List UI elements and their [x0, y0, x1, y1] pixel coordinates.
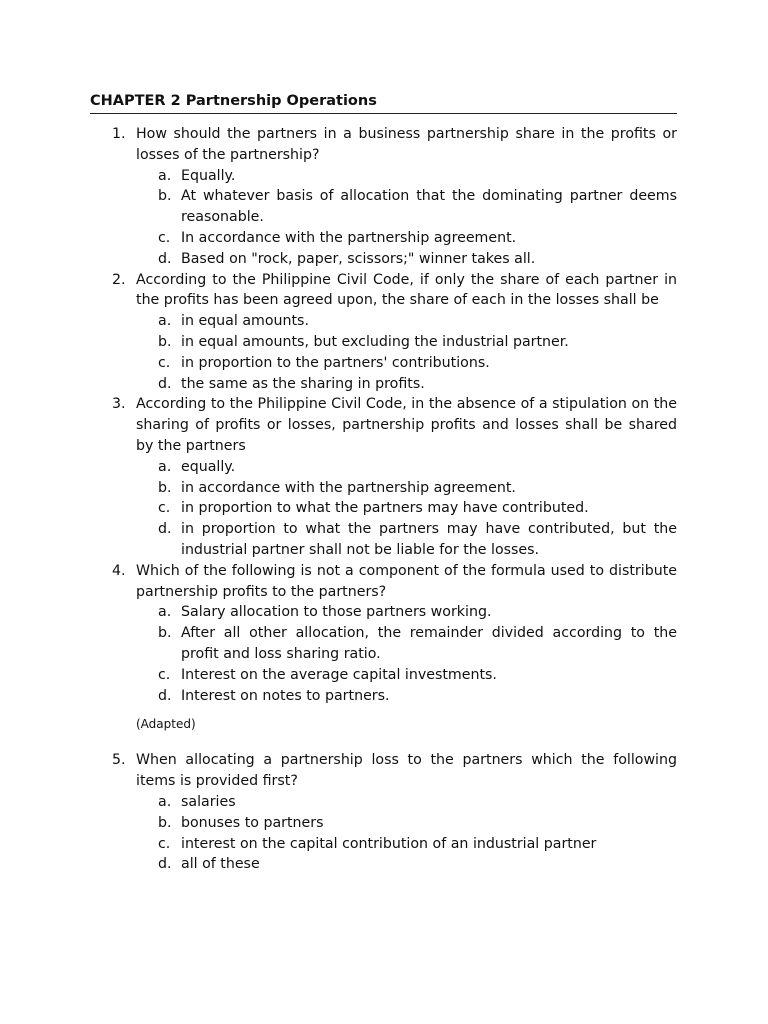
option-letter: a. [158, 313, 172, 330]
option-letter: c. [158, 835, 171, 852]
option-letter: d. [158, 856, 172, 873]
option-text: in accordance with the partnership agreement. [181, 479, 516, 496]
option-5d [90, 854, 677, 875]
question-2 [90, 270, 677, 312]
question-5 [90, 750, 677, 792]
question-3 [90, 394, 677, 456]
option-letter: b. [158, 479, 172, 496]
question-text: According to the Philippine Civil Code, if only the share of each partner in the profits has been agreed upon, the share of each in the losses shall be [136, 271, 677, 309]
option-text: salaries [181, 793, 236, 810]
question-text: How should the partners in a business partnership share in the profits or losses of the partnership? [136, 126, 677, 163]
option-text: Equally. [181, 167, 236, 184]
option-2a [90, 311, 677, 332]
option-text: Based on "rock, paper, scissors;" winner takes all. [181, 250, 536, 267]
option-5c [90, 834, 677, 855]
option-3c [90, 498, 677, 519]
option-2b [90, 332, 677, 353]
question-text: According to the Philippine Civil Code, in the absence of a stipulation on the sharing of profits or losses, partnership profits and losses shall be shared by the partners [136, 396, 677, 454]
option-1d [90, 249, 677, 270]
question-number: 2. [112, 271, 126, 288]
question-text: Which of the following is not a component of the formula used to distribute partnership profits to the partners? [136, 562, 677, 600]
option-text: Salary allocation to those partners working. [181, 604, 492, 621]
option-text: the same as the sharing in profits. [181, 375, 425, 392]
option-letter: c. [158, 354, 171, 371]
option-text: equally. [181, 458, 236, 475]
option-text: in proportion to the partners' contributions. [181, 354, 490, 371]
question-number: 4. [112, 562, 126, 579]
question-number: 1. [112, 126, 126, 142]
option-5b [90, 813, 677, 834]
option-letter: b. [158, 625, 172, 642]
option-text: in proportion to what the partners may have contributed. [181, 500, 589, 517]
option-text: in equal amounts, but excluding the industrial partner. [181, 333, 569, 350]
adapted-note: (Adapted) [136, 717, 196, 732]
option-letter: a. [158, 604, 172, 621]
option-letter: b. [158, 814, 172, 831]
option-1a [90, 166, 677, 187]
question-list [90, 124, 677, 875]
option-letter: a. [158, 458, 172, 475]
option-letter: b. [158, 188, 172, 205]
question-number: 3. [112, 396, 126, 413]
option-4b [90, 623, 677, 665]
option-letter: a. [158, 793, 172, 810]
option-2c [90, 353, 677, 374]
option-text: in proportion to what the partners may have contributed, but the industrial partner shall not be liable for the losses. [181, 521, 677, 558]
option-letter: d. [158, 687, 172, 704]
question-4 [90, 561, 677, 603]
option-text: bonuses to partners [181, 814, 324, 831]
question-number: 5. [112, 752, 126, 769]
option-3b [90, 478, 677, 499]
option-2d [90, 374, 677, 395]
option-text: in equal amounts. [181, 313, 309, 330]
chapter-heading: CHAPTER 2 Partnership Operations [90, 92, 677, 114]
option-letter: d. [158, 375, 172, 392]
option-4a [90, 602, 677, 623]
option-text: Interest on notes to partners. [181, 687, 390, 704]
option-text: At whatever basis of allocation that the dominating partner deems reasonable. [181, 188, 677, 226]
option-letter: a. [158, 167, 172, 184]
option-letter: c. [158, 666, 171, 683]
question-1 [90, 124, 677, 166]
option-5a [90, 792, 677, 813]
option-4d [90, 686, 677, 707]
option-3a [90, 457, 677, 478]
option-text: all of these [181, 856, 260, 873]
option-text: interest on the capital contribution of an industrial partner [181, 835, 597, 852]
question-text: When allocating a partnership loss to the partners which the following items is provided first? [136, 752, 677, 790]
option-letter: c. [158, 500, 171, 517]
option-1b [90, 186, 677, 228]
option-text: In accordance with the partnership agreement. [181, 229, 517, 246]
option-text: After all other allocation, the remainder divided according to the profit and loss sharing ratio. [181, 625, 677, 662]
option-4c [90, 665, 677, 686]
option-3d [90, 519, 677, 561]
option-letter: d. [158, 250, 172, 267]
option-letter: b. [158, 333, 172, 350]
option-text: Interest on the average capital investments. [181, 666, 497, 683]
option-1c [90, 228, 677, 249]
option-letter: d. [158, 521, 172, 538]
option-letter: c. [158, 229, 171, 246]
